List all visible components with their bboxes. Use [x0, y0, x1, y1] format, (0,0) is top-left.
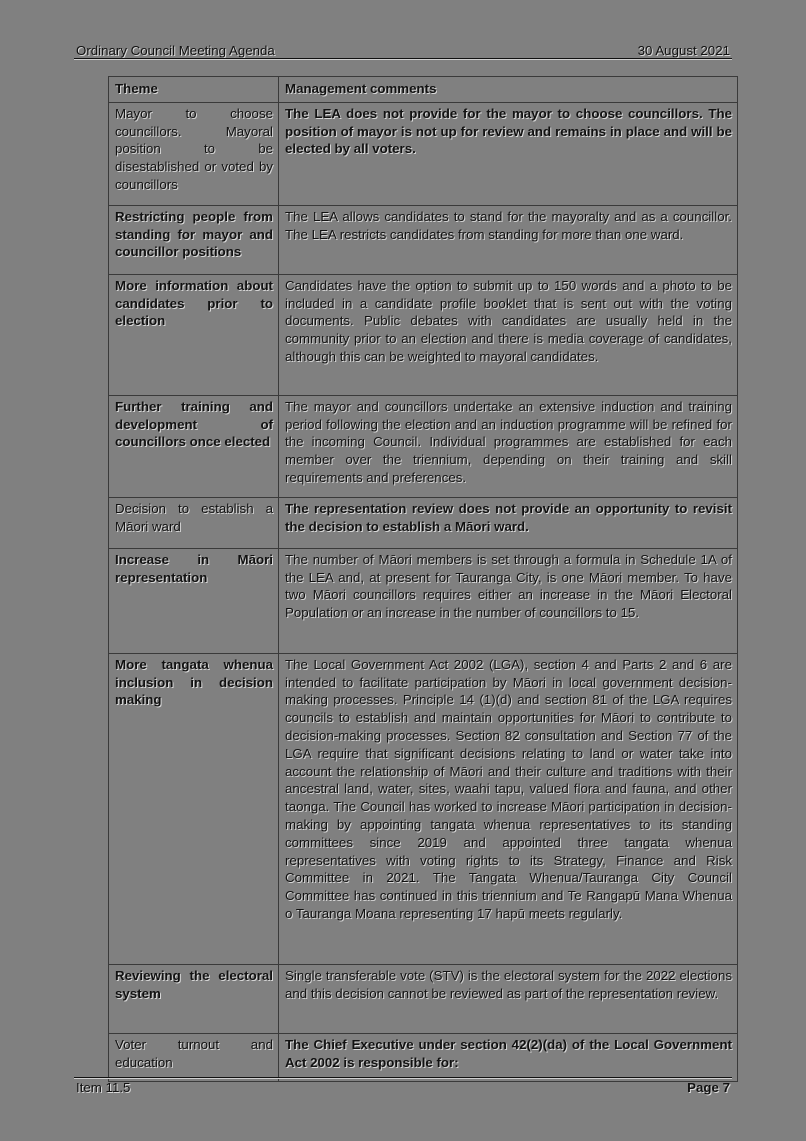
table-row [109, 964, 738, 1033]
comment-cell: The representation review does not provide an opportunity to revisit the decision to establish a Māori ward. [279, 497, 738, 548]
theme-cell: Voter turnout and education [109, 1033, 279, 1082]
page-footer [76, 1080, 730, 1095]
footer-divider [74, 1077, 732, 1079]
comment-cell: The mayor and councillors undertake an extensive induction and training period following the election and an induction programme will be refined for the incoming Council. Individual programmes are established for each member over the triennium, depending on their training and skill requirements and preferences. [279, 395, 738, 497]
agenda-item-number: Item 11.5 [76, 1080, 131, 1095]
meeting-date: 30 August 2021 [637, 43, 730, 58]
comment-cell: The Local Government Act 2002 (LGA), section 4 and Parts 2 and 6 are intended to facilitate participation by Māori in local government decision-making processes. Principle 14 (1)(d) and section 81 of the LGA requires councils to establish and maintain opportunities for Māori to contribute to decision-making processes. Section 82 consultation and Section 77 of the LGA require that significant decisions relating to land or water take into account the relationship of Māori and their culture and traditions with their ancestral land, water, sites, waahi tapu, valued flora and fauna, and other taonga. The Council has worked to increase Māori participation in decision-making by appointing tangata whenua representatives to its standing committees since 2019 and appointed three tangata whenua representatives with voting rights to its Strategy, Finance and Risk Committee in 2021. The Tangata Whenua/Tauranga City Council Committee has continued in this triennium and Te Rangapū Mana Whenua o Tauranga Moana representing 17 hapū meets regularly. [279, 653, 738, 964]
table-row [109, 497, 738, 548]
comment-cell: The Chief Executive under section 42(2)(da) of the Local Government Act 2002 is responsible for: [279, 1033, 738, 1082]
theme-cell: Increase in Māori representation [109, 548, 279, 653]
theme-cell: Further training and development of councillors once elected [109, 395, 279, 497]
representation-themes-table-container [108, 76, 737, 1082]
table-header-row [109, 77, 738, 103]
table-row [109, 274, 738, 395]
header-divider [74, 58, 732, 60]
column-header-theme: Theme [109, 77, 279, 103]
theme-cell: More tangata whenua inclusion in decision making [109, 653, 279, 964]
table-row [109, 1033, 738, 1082]
table-row [109, 395, 738, 497]
table-row [109, 205, 738, 274]
comment-cell: The number of Māori members is set through a formula in Schedule 1A of the LEA and, at present for Tauranga City, is one Māori member. To have two Māori councillors requires either an increase in the Māori Electoral Population or an increase in the number of councillors to 15. [279, 548, 738, 653]
comment-cell: The LEA allows candidates to stand for the mayoralty and as a councillor. The LEA restricts candidates from standing for more than one ward. [279, 205, 738, 274]
page-number: Page 7 [687, 1080, 730, 1095]
comment-cell: Candidates have the option to submit up to 150 words and a photo to be included in a candidate profile booklet that is sent out with the voting documents. Public debates with candidates are usually held in the community prior to an election and there is media coverage of candidates, although this can be weighted to mayoral candidates. [279, 274, 738, 395]
table-row [109, 653, 738, 964]
column-header-management-comments: Management comments [279, 77, 738, 103]
table-row [109, 548, 738, 653]
theme-cell: Decision to establish a Māori ward [109, 497, 279, 548]
comment-cell: Single transferable vote (STV) is the electoral system for the 2022 elections and this decision cannot be reviewed as part of the representation review. [279, 964, 738, 1033]
theme-cell: More information about candidates prior to election [109, 274, 279, 395]
table-row [109, 102, 738, 205]
theme-cell: Reviewing the electoral system [109, 964, 279, 1033]
theme-cell: Mayor to choose councillors. Mayoral position to be disestablished or voted by councillors [109, 102, 279, 205]
theme-cell: Restricting people from standing for mayor and councillor positions [109, 205, 279, 274]
comment-cell: The LEA does not provide for the mayor to choose councillors. The position of mayor is not up for review and remains in place and will be elected by all voters. [279, 102, 738, 205]
representation-themes-table [108, 76, 738, 1082]
page-header [76, 40, 730, 58]
document-title: Ordinary Council Meeting Agenda [76, 43, 275, 58]
